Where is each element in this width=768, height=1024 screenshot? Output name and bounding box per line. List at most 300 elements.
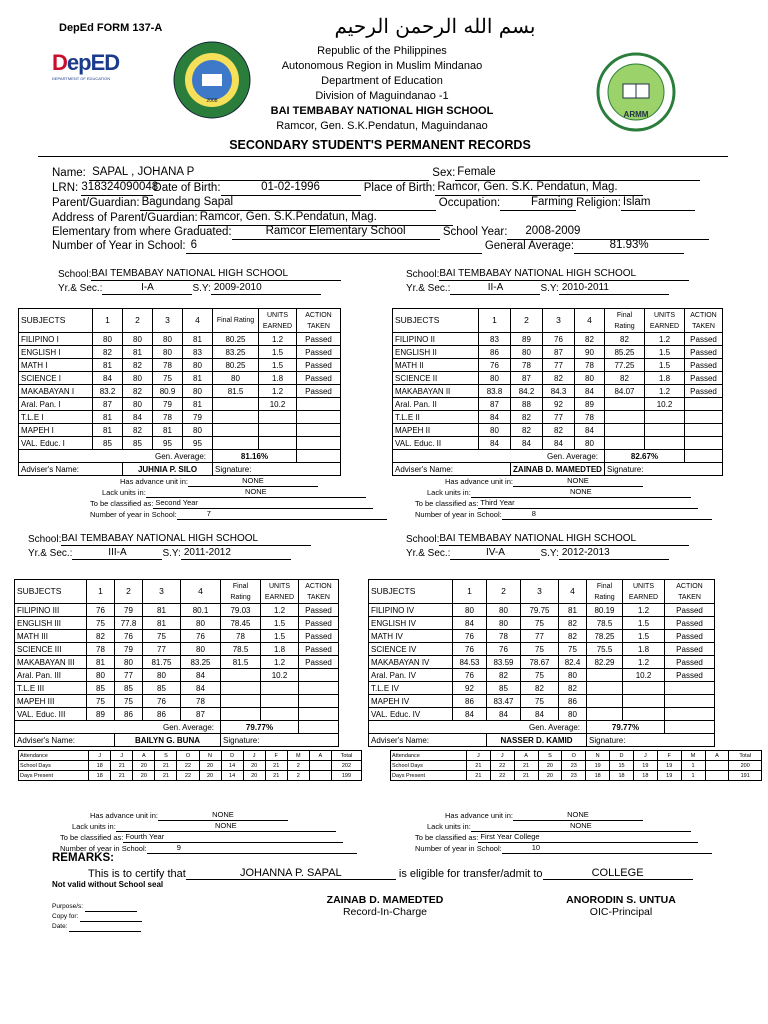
- col-q4: 4: [183, 309, 213, 333]
- grade-cell: [623, 682, 665, 695]
- grade-cell: [259, 437, 297, 450]
- grade-row: [15, 669, 339, 682]
- col-action: ACTION TAKEN: [665, 580, 715, 604]
- grade-cell: 81: [93, 359, 123, 372]
- grade-cell: 1.2: [645, 385, 685, 398]
- col-final: Final Rating: [605, 309, 645, 333]
- attendance-table-1: [18, 750, 362, 781]
- subject-name: VAL. Educ. III: [15, 708, 87, 721]
- year-school: BAI TEMBABAY NATIONAL HIGH SCHOOL: [439, 532, 689, 546]
- grade-cell: 76: [453, 630, 487, 643]
- seal-note: Not valid without School seal: [52, 880, 164, 889]
- subject-name: T.L.E IV: [369, 682, 453, 695]
- grade-cell: 84: [93, 372, 123, 385]
- grade-cell: Passed: [685, 333, 723, 346]
- subject-name: MATH I: [19, 359, 93, 372]
- grade-cell: [587, 695, 623, 708]
- grade-cell: 90: [575, 346, 605, 359]
- grade-cell: 80: [143, 669, 181, 682]
- grade-cell: 1.5: [259, 346, 297, 359]
- grade-cell: 76: [487, 643, 521, 656]
- grade-cell: 84: [453, 708, 487, 721]
- grade-cell: 79: [115, 604, 143, 617]
- advance-unit: NONE: [158, 810, 288, 821]
- col-q4: 4: [181, 580, 221, 604]
- year-school: BAI TEMBABAY NATIONAL HIGH SCHOOL: [61, 532, 311, 546]
- grade-cell: 76: [453, 643, 487, 656]
- grade-cell: 78.45: [221, 617, 261, 630]
- purpose-block: Purpose/s: Copy for: Date:: [52, 902, 142, 932]
- col-q2: 2: [511, 309, 543, 333]
- grade-row: [19, 411, 341, 424]
- subject-name: T.L.E I: [19, 411, 93, 424]
- grade-cell: [645, 424, 685, 437]
- gen-average-row: Gen. Average: 81.16%: [19, 450, 341, 463]
- grade-cell: 1.8: [259, 372, 297, 385]
- grade-cell: Passed: [299, 643, 339, 656]
- grade-cell: [299, 682, 339, 695]
- grade-cell: 82: [511, 424, 543, 437]
- grade-cell: 75: [87, 617, 115, 630]
- grade-cell: 84.2: [511, 385, 543, 398]
- attendance-row: Days Present 18 21 20 21 22 20 14 20 21 2 199: [19, 771, 362, 781]
- grade-cell: [297, 411, 341, 424]
- grade-row: [369, 617, 715, 630]
- header-line3: Department of Education: [321, 75, 443, 87]
- grade-cell: 80: [123, 372, 153, 385]
- grade-row: [369, 604, 715, 617]
- grade-row: [15, 656, 339, 669]
- year-section: II-A: [450, 281, 540, 295]
- record-in-charge-name: ZAINAB D. MAMEDTED: [326, 894, 444, 906]
- subject-name: FILIPINO IV: [369, 604, 453, 617]
- grade-cell: 87: [181, 708, 221, 721]
- grade-cell: Passed: [299, 617, 339, 630]
- classified-as: Second Year: [153, 498, 373, 509]
- grade-cell: 1.2: [623, 604, 665, 617]
- grade-cell: 82: [93, 346, 123, 359]
- grade-cell: 82: [123, 359, 153, 372]
- col-q4: 4: [575, 309, 605, 333]
- subject-name: MATH IV: [369, 630, 453, 643]
- grade-cell: [299, 695, 339, 708]
- grade-cell: 86: [559, 695, 587, 708]
- grade-cell: Passed: [665, 617, 715, 630]
- grade-cell: Passed: [299, 604, 339, 617]
- grade-cell: 83.2: [93, 385, 123, 398]
- grade-cell: 80: [213, 372, 259, 385]
- grade-cell: 10.2: [623, 669, 665, 682]
- grade-cell: [221, 695, 261, 708]
- grade-row: [393, 372, 723, 385]
- grade-cell: 78: [575, 359, 605, 372]
- grade-cell: 1.2: [261, 656, 299, 669]
- armm-seal: ARMM: [596, 52, 676, 132]
- grade-cell: 80: [575, 437, 605, 450]
- grade-cell: 81: [143, 617, 181, 630]
- subject-name: Aral. Pan. II: [393, 398, 479, 411]
- subject-name: FILIPINO II: [393, 333, 479, 346]
- grade-cell: 85: [143, 682, 181, 695]
- grade-cell: [299, 669, 339, 682]
- grade-cell: 81: [93, 411, 123, 424]
- adviser-name: JUHNIA P. SILO: [123, 463, 213, 476]
- year-sy: 2010-2011: [559, 281, 669, 295]
- grade-cell: [213, 411, 259, 424]
- grade-cell: 78: [575, 411, 605, 424]
- col-action: ACTION TAKEN: [297, 309, 341, 333]
- elementary-sy: 2008-2009: [507, 224, 709, 240]
- attendance-header: Attendance J J A S O N D J F M A Total: [391, 751, 762, 761]
- grade-cell: 81: [143, 604, 181, 617]
- grade-cell: 80: [153, 346, 183, 359]
- grade-cell: 1.2: [259, 333, 297, 346]
- grade-cell: 76: [115, 630, 143, 643]
- grade-cell: 1.2: [261, 604, 299, 617]
- grade-row: [369, 643, 715, 656]
- grade-cell: 89: [511, 333, 543, 346]
- grade-cell: 78: [181, 695, 221, 708]
- col-final: Final Rating: [221, 580, 261, 604]
- grade-cell: 81: [93, 424, 123, 437]
- grade-cell: [261, 708, 299, 721]
- grade-cell: [587, 682, 623, 695]
- grade-cell: 84: [453, 617, 487, 630]
- grade-cell: 85: [487, 682, 521, 695]
- grade-cell: 80: [183, 359, 213, 372]
- year-notes-2: Has advance unit in: NONE Lack units in: NONE To be classified as: Third Year Number of year in School: 8: [415, 476, 712, 520]
- school-header-3: School:BAI TEMBABAY NATIONAL HIGH SCHOOL Yr.& Sec.: III-A S.Y: 2011-2012: [28, 532, 311, 560]
- gen-average-value: 79.77%: [221, 721, 299, 734]
- grade-cell: Passed: [299, 630, 339, 643]
- guardian-address: Ramcor, Gen. S.K.Pendatun, Mag.: [198, 210, 453, 226]
- col-q4: 4: [559, 580, 587, 604]
- grade-cell: Passed: [685, 385, 723, 398]
- grade-cell: 80: [181, 617, 221, 630]
- grade-cell: 84: [479, 411, 511, 424]
- col-action: ACTION TAKEN: [685, 309, 723, 333]
- grade-cell: 1.8: [623, 643, 665, 656]
- subject-name: SCIENCE II: [393, 372, 479, 385]
- grade-cell: [645, 437, 685, 450]
- grade-cell: 10.2: [645, 398, 685, 411]
- col-subjects: SUBJECTS: [15, 580, 87, 604]
- advance-unit: NONE: [513, 810, 643, 821]
- col-q1: 1: [87, 580, 115, 604]
- subject-name: T.L.E III: [15, 682, 87, 695]
- year-notes-1: Has advance unit in: NONE Lack units in: NONE To be classified as: Second Year Number of year in School: 7: [90, 476, 387, 520]
- grade-cell: 87: [543, 346, 575, 359]
- subject-name: SCIENCE IV: [369, 643, 453, 656]
- grade-row: [369, 708, 715, 721]
- subject-name: Aral. Pan. IV: [369, 669, 453, 682]
- grade-cell: 83.8: [479, 385, 511, 398]
- attendance-header: Attendance J J A S O N D J F M A Total: [19, 751, 362, 761]
- adviser-name: NASSER D. KAMID: [487, 734, 587, 747]
- grade-cell: 80: [559, 708, 587, 721]
- grade-cell: [685, 411, 723, 424]
- grade-row: [15, 643, 339, 656]
- col-q1: 1: [453, 580, 487, 604]
- grade-row: [19, 359, 341, 372]
- subject-name: MAKABAYAN III: [15, 656, 87, 669]
- student-lrn: 318324090048: [81, 180, 153, 196]
- years-in-school: 6: [186, 238, 482, 254]
- grade-cell: 78: [153, 411, 183, 424]
- grade-cell: 84: [487, 708, 521, 721]
- grade-cell: 80: [183, 424, 213, 437]
- grade-cell: 81.5: [213, 385, 259, 398]
- grade-cell: 83.59: [487, 656, 521, 669]
- subject-name: MAPEH I: [19, 424, 93, 437]
- grade-cell: 84: [511, 437, 543, 450]
- principal-role: OIC-Principal: [589, 906, 653, 918]
- adviser-row: Adviser's Name: BAILYN G. BUNA Signature:: [15, 734, 339, 747]
- grade-cell: [665, 695, 715, 708]
- col-action: ACTION TAKEN: [299, 580, 339, 604]
- grade-cell: 79.75: [521, 604, 559, 617]
- grades-table-1: [18, 308, 341, 476]
- grade-cell: 80: [559, 669, 587, 682]
- subject-name: FILIPINO III: [15, 604, 87, 617]
- grade-cell: 85.25: [605, 346, 645, 359]
- student-name: SAPAL , JOHANA P: [89, 165, 429, 181]
- student-dob: 01-02-1996: [221, 180, 361, 196]
- grade-cell: 75: [521, 669, 559, 682]
- lack-units: NONE: [471, 487, 691, 498]
- subject-name: VAL. Educ. IV: [369, 708, 453, 721]
- student-guardian: Bagundang Sapal: [140, 195, 436, 211]
- grade-cell: 80.1: [181, 604, 221, 617]
- col-q3: 3: [543, 309, 575, 333]
- grade-cell: 75.5: [587, 643, 623, 656]
- arabic-header: بسم الله الرحمن الرحيم: [334, 14, 536, 38]
- num-years: 10: [502, 843, 712, 854]
- grade-cell: 1.5: [261, 630, 299, 643]
- grade-row: [393, 411, 723, 424]
- grade-cell: [605, 437, 645, 450]
- grade-cell: 92: [543, 398, 575, 411]
- grade-cell: 80: [487, 604, 521, 617]
- col-units: UNITS EARNED: [261, 580, 299, 604]
- grade-cell: Passed: [685, 372, 723, 385]
- grade-cell: 83.47: [487, 695, 521, 708]
- grade-cell: [587, 708, 623, 721]
- subject-name: VAL. Educ. I: [19, 437, 93, 450]
- grade-row: [393, 398, 723, 411]
- col-q3: 3: [143, 580, 181, 604]
- col-final: Final Rating: [213, 309, 259, 333]
- col-q2: 2: [487, 580, 521, 604]
- svg-text:2008: 2008: [206, 98, 218, 104]
- subject-name: Aral. Pan. III: [15, 669, 87, 682]
- grade-cell: 82: [543, 372, 575, 385]
- grade-cell: 80: [93, 333, 123, 346]
- subject-name: T.L.E II: [393, 411, 479, 424]
- grade-row: [369, 682, 715, 695]
- classified-as: Fourth Year: [123, 832, 343, 843]
- grade-cell: 86: [453, 695, 487, 708]
- guardian-row: Parent/Guardian: Bagundang Sapal Occupation: Farming Religion: Islam: [52, 195, 695, 211]
- grade-cell: [645, 411, 685, 424]
- grade-cell: 78: [511, 359, 543, 372]
- grade-cell: 75: [559, 643, 587, 656]
- grade-cell: Passed: [297, 385, 341, 398]
- grade-cell: 82: [543, 424, 575, 437]
- grade-cell: 77: [543, 411, 575, 424]
- year-sy: 2011-2012: [181, 546, 291, 560]
- col-units: UNITS EARNED: [623, 580, 665, 604]
- grade-cell: 77: [115, 669, 143, 682]
- grade-cell: 76: [543, 333, 575, 346]
- grades-header: [15, 580, 339, 604]
- grade-cell: 80.25: [213, 333, 259, 346]
- num-years: 8: [502, 509, 712, 520]
- grade-cell: [685, 437, 723, 450]
- grade-cell: 77.8: [115, 617, 143, 630]
- grade-cell: 87: [511, 372, 543, 385]
- grade-cell: [665, 682, 715, 695]
- grade-cell: [261, 695, 299, 708]
- year-notes-3: Has advance unit in: NONE Lack units in: NONE To be classified as: Fourth Year Number of year in School: 9: [60, 810, 357, 854]
- grade-row: [393, 346, 723, 359]
- grade-cell: 82: [521, 682, 559, 695]
- student-sex: Female: [455, 165, 700, 181]
- grade-cell: [221, 708, 261, 721]
- grade-cell: 82: [87, 630, 115, 643]
- grade-cell: [623, 695, 665, 708]
- grade-cell: 82: [559, 682, 587, 695]
- certify-student: JOHANNA P. SAPAL: [186, 867, 396, 880]
- grade-cell: 76: [87, 604, 115, 617]
- grade-cell: 1.5: [645, 359, 685, 372]
- grade-cell: 76: [143, 695, 181, 708]
- grade-cell: 84.07: [605, 385, 645, 398]
- grade-cell: 79: [183, 411, 213, 424]
- grade-cell: 1.5: [623, 630, 665, 643]
- subject-name: ENGLISH I: [19, 346, 93, 359]
- grade-cell: 78.5: [221, 643, 261, 656]
- grade-cell: 77.25: [605, 359, 645, 372]
- grade-row: [19, 424, 341, 437]
- grade-cell: 83: [183, 346, 213, 359]
- title-divider: [38, 156, 728, 157]
- year-section: I-A: [102, 281, 192, 295]
- classified-as: First Year College: [478, 832, 698, 843]
- grade-row: [393, 385, 723, 398]
- grade-cell: 80: [487, 617, 521, 630]
- grade-cell: 81: [123, 346, 153, 359]
- grade-cell: Passed: [665, 630, 715, 643]
- grade-cell: 75: [153, 372, 183, 385]
- col-subjects: SUBJECTS: [369, 580, 453, 604]
- grade-cell: 78: [153, 359, 183, 372]
- grade-cell: [665, 708, 715, 721]
- school-header-2: School:BAI TEMBABAY NATIONAL HIGH SCHOOL Yr.& Sec.: II-A S.Y: 2010-2011: [406, 267, 689, 295]
- grade-cell: 82.29: [587, 656, 623, 669]
- grade-cell: [685, 398, 723, 411]
- signatory-right: [536, 894, 706, 918]
- grade-cell: 81.75: [143, 656, 181, 669]
- grade-cell: [297, 398, 341, 411]
- grade-cell: 95: [183, 437, 213, 450]
- adviser-row: Adviser's Name: ZAINAB D. MAMEDTED Signature:: [393, 463, 723, 476]
- grade-row: [15, 708, 339, 721]
- adviser-row: Adviser's Name: NASSER D. KAMID Signature:: [369, 734, 715, 747]
- grade-cell: 1.2: [645, 333, 685, 346]
- grade-cell: [685, 424, 723, 437]
- grade-cell: 82.4: [559, 656, 587, 669]
- grade-cell: 78.67: [521, 656, 559, 669]
- grade-cell: 80: [181, 643, 221, 656]
- grade-cell: [261, 682, 299, 695]
- grade-cell: 80: [115, 656, 143, 669]
- grade-cell: 85: [123, 437, 153, 450]
- subject-name: MATH II: [393, 359, 479, 372]
- col-units: UNITS EARNED: [259, 309, 297, 333]
- grade-cell: 88: [511, 398, 543, 411]
- col-units: UNITS EARNED: [645, 309, 685, 333]
- col-q3: 3: [153, 309, 183, 333]
- col-q1: 1: [479, 309, 511, 333]
- grade-cell: Passed: [665, 656, 715, 669]
- grade-cell: 84: [575, 424, 605, 437]
- elem-row: Elementary from where Graduated: Ramcor Elementary School School Year: 2008-2009: [52, 224, 709, 240]
- grade-cell: 79.03: [221, 604, 261, 617]
- advance-unit: NONE: [188, 476, 318, 487]
- year-notes-4: Has advance unit in: NONE Lack units in: NONE To be classified as: First Year College Number of year in School: 10: [415, 810, 712, 854]
- gen-average-value: 81.16%: [213, 450, 297, 463]
- grade-cell: [221, 682, 261, 695]
- grade-cell: 92: [453, 682, 487, 695]
- grade-cell: [605, 398, 645, 411]
- grade-cell: Passed: [297, 372, 341, 385]
- principal-name: ANORODIN S. UNTUA: [566, 894, 676, 906]
- grade-cell: [213, 398, 259, 411]
- grade-row: [15, 630, 339, 643]
- subject-name: MAKABAYAN IV: [369, 656, 453, 669]
- grade-cell: 1.8: [261, 643, 299, 656]
- grade-cell: 75: [115, 695, 143, 708]
- grade-cell: 76: [453, 669, 487, 682]
- grade-cell: 80: [183, 385, 213, 398]
- grade-row: [393, 424, 723, 437]
- grade-cell: 77: [543, 359, 575, 372]
- grade-cell: 1.2: [259, 385, 297, 398]
- grade-cell: Passed: [297, 359, 341, 372]
- header-school: BAI TEMBABAY NATIONAL HIGH SCHOOL: [270, 105, 494, 117]
- grade-cell: Passed: [665, 604, 715, 617]
- grade-cell: 77: [521, 630, 559, 643]
- subject-name: Aral. Pan. I: [19, 398, 93, 411]
- grade-cell: 89: [87, 708, 115, 721]
- grades-table-2: [392, 308, 723, 476]
- grade-cell: 80: [575, 372, 605, 385]
- grade-cell: 81: [183, 333, 213, 346]
- grade-cell: 80.25: [213, 359, 259, 372]
- grade-cell: 75: [87, 695, 115, 708]
- grade-cell: [605, 424, 645, 437]
- student-occupation: Farming: [500, 195, 576, 211]
- gen-average-row: Gen. Average: 82.67%: [393, 450, 723, 463]
- grade-cell: 85: [115, 682, 143, 695]
- elementary-school: Ramcor Elementary School: [232, 224, 440, 240]
- year-school: BAI TEMBABAY NATIONAL HIGH SCHOOL: [439, 267, 689, 281]
- grade-cell: 85: [93, 437, 123, 450]
- grades-table-3: [14, 579, 339, 747]
- years-row: Number of Year in School: 6 General Average: 81.93%: [52, 238, 684, 254]
- year-sy: 2012-2013: [559, 546, 669, 560]
